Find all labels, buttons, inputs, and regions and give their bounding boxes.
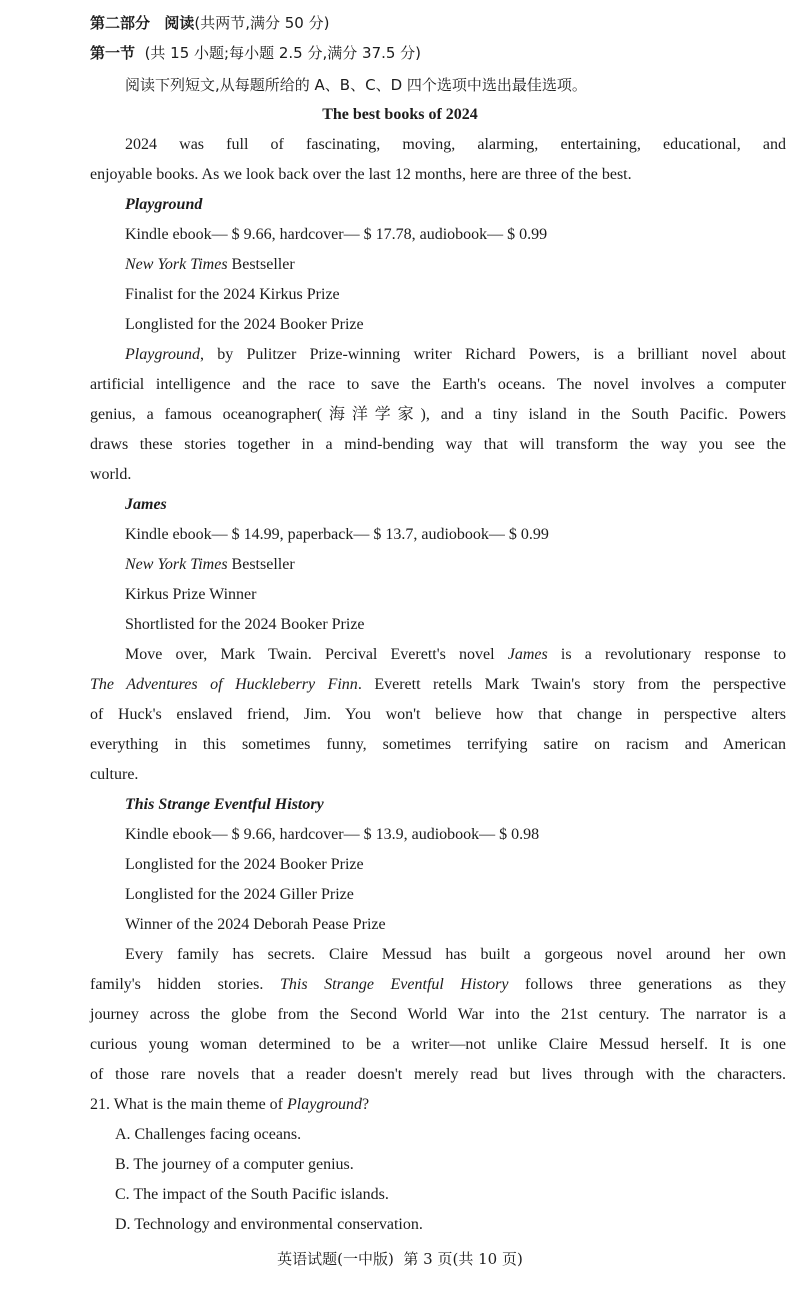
question-option: D. Technology and environmental conservation. — [115, 1216, 423, 1233]
book-paragraph-line — [90, 670, 786, 700]
italic-title: The Adventures of Huckleberry Finn — [90, 676, 358, 693]
italic-title: Playground — [287, 1096, 362, 1113]
part-note: (共两节,满分 50 分) — [194, 14, 330, 32]
text-span: . Everett retells Mark Twain's story from the perspective — [357, 676, 787, 693]
sub-note: (共 15 小题;每小题 2.5 分,满分 37.5 分) — [144, 44, 422, 62]
book-award: Kirkus Prize Winner — [125, 586, 257, 603]
text-span: ? — [361, 1096, 370, 1113]
intro-line: enjoyable books. As we look back over the last 12 months, here are three of the best. — [90, 166, 632, 183]
text-span: is a revolutionary response to — [547, 646, 787, 663]
intro-line: 2024 was full of fascinating, moving, alarming, entertaining, educational, and — [125, 136, 786, 153]
book-paragraph-line: journey across the globe from the Second World War into the 21st century. The narrator is a — [90, 1006, 786, 1023]
italic-title: This Strange Eventful History — [279, 976, 509, 993]
part-label: 阅读 — [164, 14, 195, 32]
book-paragraph-line: of those rare novels that a reader doesn't merely read but lives through with the characters. — [90, 1066, 786, 1083]
italic-title: Playground — [125, 346, 200, 363]
book-award: Finalist for the 2024 Kirkus Prize — [125, 286, 340, 303]
article-title: The best books of 2024 — [322, 106, 478, 123]
book-paragraph-line: culture. — [90, 766, 139, 783]
bestseller-source: New York Times — [125, 256, 228, 273]
book-title: This Strange Eventful History — [125, 796, 324, 813]
book-paragraph-line: curious young woman determined to be a writer—not unlike Claire Messud herself. It is one — [90, 1036, 786, 1053]
book-paragraph-line: world. — [90, 466, 132, 483]
sub-heading — [90, 38, 786, 68]
question-option: B. The journey of a computer genius. — [115, 1156, 354, 1173]
bestseller-source: New York Times — [125, 556, 228, 573]
book-paragraph-line: genius, a famous oceanographer(海洋学家), and a tiny island in the South Pacific. Powers — [90, 406, 786, 423]
question-stem — [90, 1090, 786, 1120]
page-footer: 英语试题(一中版) 第 3 页(共 10 页) — [277, 1250, 523, 1268]
book-prices: Kindle ebook— $ 14.99, paperback— $ 13.7, audiobook— $ 0.99 — [125, 526, 549, 543]
part-title: 第二部分 — [90, 14, 151, 32]
book-bestseller — [125, 550, 786, 580]
book-paragraph-line — [125, 640, 786, 670]
book-paragraph-line: draws these stories together in a mind-bending way that will transform the way you see the — [90, 436, 786, 453]
text-span: Move over, Mark Twain. Percival Everett's novel — [125, 646, 508, 663]
book-title: Playground — [125, 196, 203, 213]
book-bestseller — [125, 250, 786, 280]
book-award: Longlisted for the 2024 Giller Prize — [125, 886, 354, 903]
book-award: Longlisted for the 2024 Booker Prize — [125, 856, 364, 873]
book-award: Shortlisted for the 2024 Booker Prize — [125, 616, 365, 633]
bestseller-word: Bestseller — [227, 556, 295, 573]
book-paragraph-line: of Huck's enslaved friend, Jim. You won't believe how that change in perspective alters — [90, 706, 786, 723]
book-paragraph-line: Every family has secrets. Claire Messud has built a gorgeous novel around her own — [125, 946, 786, 963]
text-span: , by Pulitzer Prize-winning writer Richard Powers, is a brilliant novel about — [199, 346, 786, 363]
sub-title: 第一节 — [90, 44, 136, 62]
text-span: 21. What is the main theme of — [90, 1096, 287, 1113]
book-paragraph-line: everything in this sometimes funny, sometimes terrifying satire on racism and American — [90, 736, 786, 753]
book-award: Winner of the 2024 Deborah Pease Prize — [125, 916, 386, 933]
text-span: family's hidden stories. — [90, 976, 280, 993]
question-option: A. Challenges facing oceans. — [115, 1126, 302, 1143]
book-award: Longlisted for the 2024 Booker Prize — [125, 316, 364, 333]
text-span: follows three generations as they — [508, 976, 786, 993]
question-option: C. The impact of the South Pacific islands. — [115, 1186, 389, 1203]
book-paragraph-line — [125, 340, 786, 370]
part-heading — [90, 8, 786, 38]
book-prices: Kindle ebook— $ 9.66, hardcover— $ 17.78, audiobook— $ 0.99 — [125, 226, 548, 243]
italic-title: James — [507, 646, 548, 663]
book-title: James — [125, 496, 167, 513]
book-paragraph-line: artificial intelligence and the race to save the Earth's oceans. The novel involves a computer — [90, 376, 786, 393]
book-paragraph-line — [90, 970, 786, 1000]
instruction: 阅读下列短文,从每题所给的 A、B、C、D 四个选项中选出最佳选项。 — [125, 76, 587, 94]
bestseller-word: Bestseller — [227, 256, 295, 273]
book-prices: Kindle ebook— $ 9.66, hardcover— $ 13.9, audiobook— $ 0.98 — [125, 826, 540, 843]
